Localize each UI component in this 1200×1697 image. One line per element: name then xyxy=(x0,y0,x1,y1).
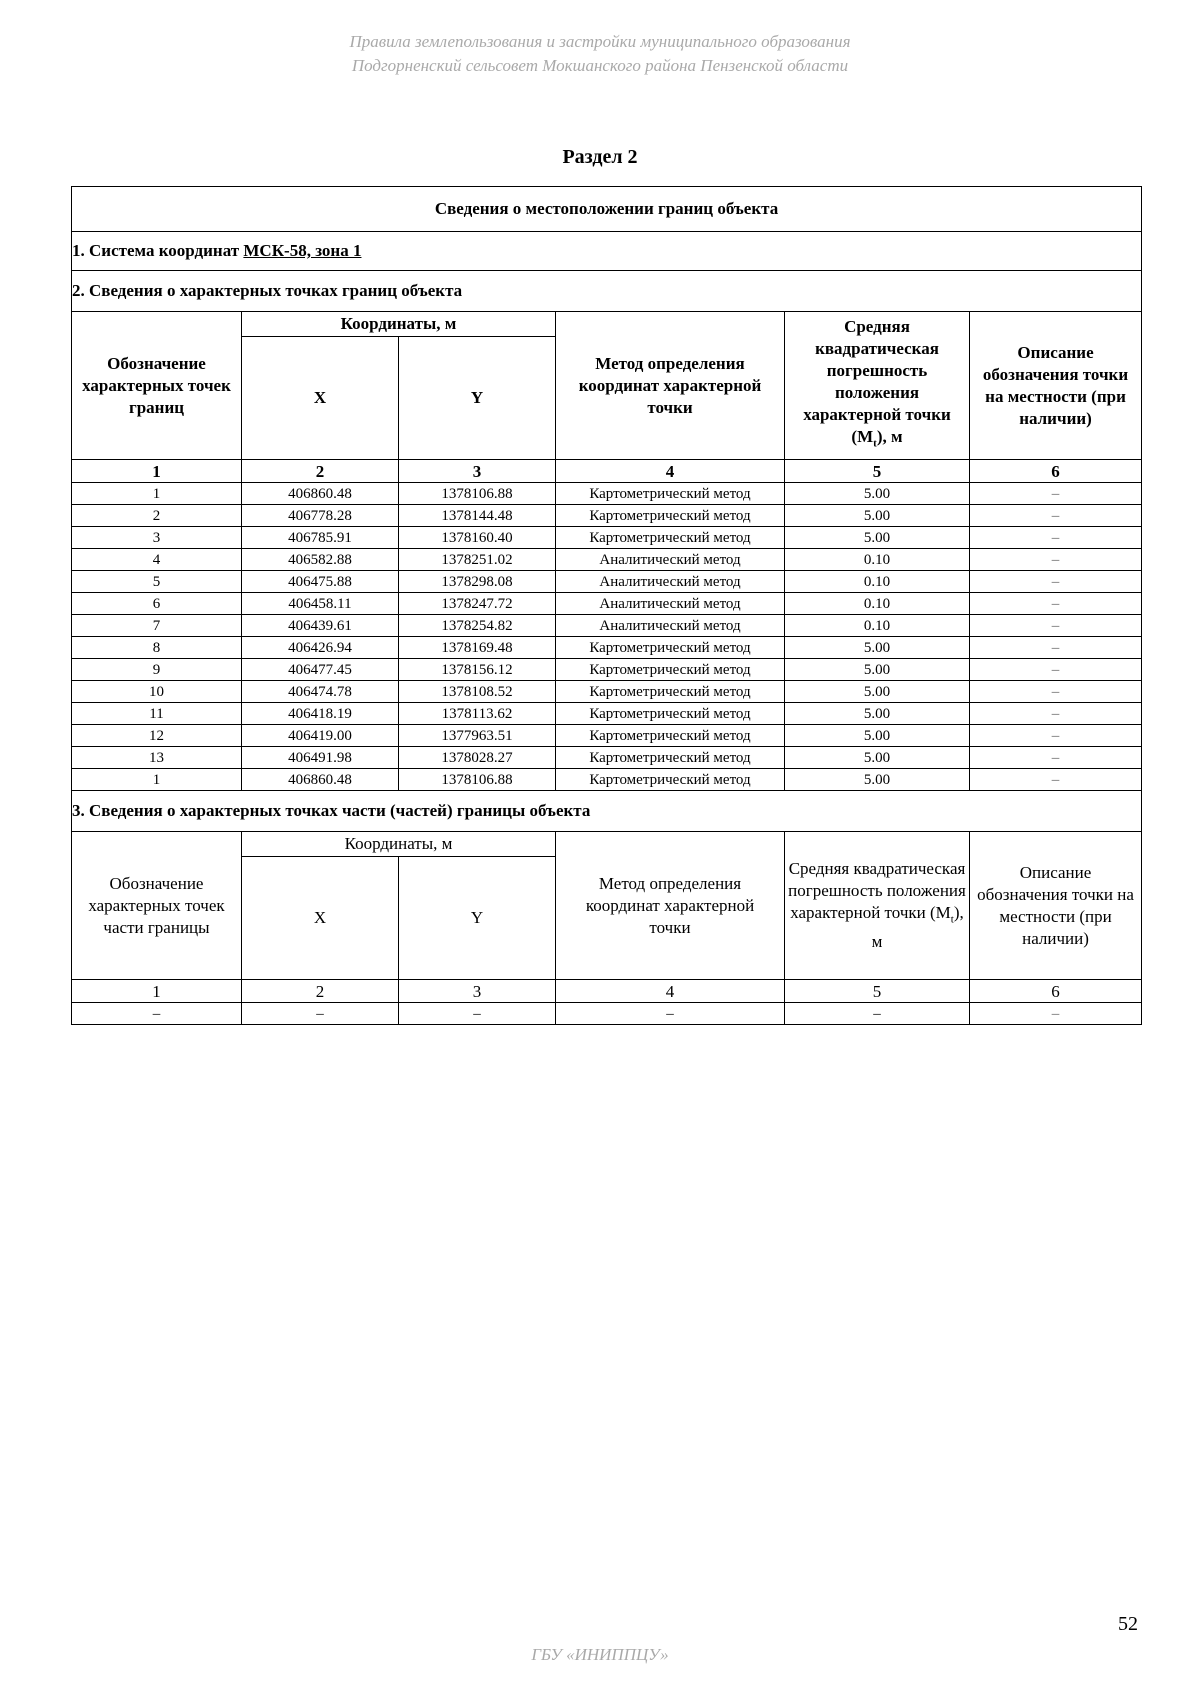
x-coordinate-cell: 406439.61 xyxy=(242,615,399,637)
x-coordinate-cell: 406426.94 xyxy=(242,637,399,659)
error-cell: 0.10 xyxy=(785,549,970,571)
error-cell: 5.00 xyxy=(785,703,970,725)
y-coordinate-cell: 1378169.48 xyxy=(399,637,556,659)
error-cell: 5.00 xyxy=(785,725,970,747)
table-row xyxy=(72,659,1142,681)
method-cell: Картометрический метод xyxy=(556,769,785,791)
method-cell: Аналитический метод xyxy=(556,593,785,615)
description-cell: – xyxy=(970,549,1142,571)
running-header-line-1: Правила землепользования и застройки муниципального образования xyxy=(349,32,851,51)
x-coordinate-cell: 406418.19 xyxy=(242,703,399,725)
table-row xyxy=(72,769,1142,791)
description-cell: – xyxy=(970,1003,1142,1025)
point-number-cell: 10 xyxy=(72,681,242,703)
column-number: 2 xyxy=(242,460,399,483)
boundary-points-title: 2. Сведения о характерных точках границ объекта xyxy=(72,271,1142,312)
y-coordinate-cell: 1378247.72 xyxy=(399,593,556,615)
error-cell: 5.00 xyxy=(785,659,970,681)
part-header-coordinates: Координаты, м xyxy=(242,832,556,857)
part-header-error-sub: t xyxy=(950,913,954,926)
y-coordinate-cell: 1377963.51 xyxy=(399,725,556,747)
column-number: 6 xyxy=(970,980,1142,1003)
point-number-cell: 8 xyxy=(72,637,242,659)
x-coordinate-cell: 406785.91 xyxy=(242,527,399,549)
x-coordinate-cell: 406458.11 xyxy=(242,593,399,615)
table-row xyxy=(72,571,1142,593)
y-coordinate-cell: 1378298.08 xyxy=(399,571,556,593)
point-number-cell: 12 xyxy=(72,725,242,747)
running-header-line-2: Подгорненский сельсовет Мокшанского района Пензенской области xyxy=(351,56,849,75)
x-coordinate-cell: 406475.88 xyxy=(242,571,399,593)
part-header-error-tail: ), м xyxy=(871,903,964,951)
point-number-cell: 3 xyxy=(72,527,242,549)
method-cell: Картометрический метод xyxy=(556,703,785,725)
coord-system-label: 1. Система координат xyxy=(72,241,244,260)
header-description: Описание обозначения точки на местности (при наличии) xyxy=(970,312,1142,460)
page-number: 52 xyxy=(1118,1613,1138,1635)
coord-system-cell xyxy=(72,232,1142,271)
method-cell: Картометрический метод xyxy=(556,659,785,681)
description-cell: – xyxy=(970,593,1142,615)
y-coordinate-cell: 1378251.02 xyxy=(399,549,556,571)
boundary-table xyxy=(71,186,1142,1025)
method-cell: Картометрический метод xyxy=(556,637,785,659)
table-row xyxy=(72,593,1142,615)
header-error xyxy=(785,312,970,460)
part-header-x: X xyxy=(242,857,399,980)
x-coordinate-cell: 406474.78 xyxy=(242,681,399,703)
boundary-header-row xyxy=(72,312,1142,337)
y-coordinate-cell: 1378106.88 xyxy=(399,483,556,505)
error-cell: 5.00 xyxy=(785,483,970,505)
x-coordinate-cell: 406477.45 xyxy=(242,659,399,681)
error-cell: 5.00 xyxy=(785,637,970,659)
table-row xyxy=(72,637,1142,659)
table-row xyxy=(72,615,1142,637)
column-number: 5 xyxy=(785,980,970,1003)
x-coordinate-cell: 406491.98 xyxy=(242,747,399,769)
description-cell: – xyxy=(970,571,1142,593)
y-coordinate-cell: 1378254.82 xyxy=(399,615,556,637)
description-cell: – xyxy=(970,747,1142,769)
column-number: 4 xyxy=(556,460,785,483)
error-cell: 0.10 xyxy=(785,593,970,615)
description-cell: – xyxy=(970,527,1142,549)
y-coordinate-cell: 1378028.27 xyxy=(399,747,556,769)
x-coordinate-cell: 406778.28 xyxy=(242,505,399,527)
y-coordinate-cell: 1378144.48 xyxy=(399,505,556,527)
table-row xyxy=(72,703,1142,725)
point-number-cell: 2 xyxy=(72,505,242,527)
boundary-table-body xyxy=(72,187,1142,1025)
column-number: 3 xyxy=(399,460,556,483)
x-coordinate-cell: 406860.48 xyxy=(242,483,399,505)
point-number-cell: 11 xyxy=(72,703,242,725)
y-coordinate-cell: 1378108.52 xyxy=(399,681,556,703)
table-caption: Сведения о местоположении границ объекта xyxy=(72,187,1142,232)
part-points-title-row xyxy=(72,791,1142,832)
point-number-cell: 6 xyxy=(72,593,242,615)
point-number-cell: 1 xyxy=(72,769,242,791)
method-cell: – xyxy=(556,1003,785,1025)
description-cell: – xyxy=(970,637,1142,659)
column-number: 4 xyxy=(556,980,785,1003)
part-header-error-text: Средняя квадратическая погрешность положения характерной точки (M xyxy=(788,859,966,923)
header-coordinates: Координаты, м xyxy=(242,312,556,337)
description-cell: – xyxy=(970,505,1142,527)
header-x: X xyxy=(242,337,399,460)
y-coordinate-cell: 1378160.40 xyxy=(399,527,556,549)
part-table-row xyxy=(72,1003,1142,1025)
method-cell: Картометрический метод xyxy=(556,747,785,769)
description-cell: – xyxy=(970,615,1142,637)
y-coordinate-cell: 1378113.62 xyxy=(399,703,556,725)
description-cell: – xyxy=(970,681,1142,703)
method-cell: Аналитический метод xyxy=(556,549,785,571)
point-number-cell: 5 xyxy=(72,571,242,593)
table-row xyxy=(72,549,1142,571)
y-coordinate-cell: 1378156.12 xyxy=(399,659,556,681)
method-cell: Картометрический метод xyxy=(556,505,785,527)
description-cell: – xyxy=(970,483,1142,505)
point-number-cell: 13 xyxy=(72,747,242,769)
running-header xyxy=(0,30,1200,78)
x-coordinate-cell: 406419.00 xyxy=(242,725,399,747)
column-number: 1 xyxy=(72,460,242,483)
table-row xyxy=(72,681,1142,703)
point-number-cell: 7 xyxy=(72,615,242,637)
column-number: 1 xyxy=(72,980,242,1003)
description-cell: – xyxy=(970,769,1142,791)
method-cell: Картометрический метод xyxy=(556,483,785,505)
header-method: Метод определения координат характерной точки xyxy=(556,312,785,460)
part-header-point-label: Обозначение характерных точек части границы xyxy=(72,832,242,980)
x-coordinate-cell: 406860.48 xyxy=(242,769,399,791)
coord-system-row xyxy=(72,232,1142,271)
part-header-y: Y xyxy=(399,857,556,980)
table-row xyxy=(72,483,1142,505)
description-cell: – xyxy=(970,703,1142,725)
section-title: Раздел 2 xyxy=(562,146,638,168)
method-cell: Аналитический метод xyxy=(556,571,785,593)
method-cell: Картометрический метод xyxy=(556,681,785,703)
point-number-cell: – xyxy=(72,1003,242,1025)
header-error-tail: ), м xyxy=(876,427,903,447)
boundary-points-title-row xyxy=(72,271,1142,312)
error-cell: 5.00 xyxy=(785,505,970,527)
description-cell: – xyxy=(970,725,1142,747)
header-error-sub: t xyxy=(873,437,877,450)
error-cell: 0.10 xyxy=(785,571,970,593)
error-cell: 5.00 xyxy=(785,527,970,549)
table-row xyxy=(72,505,1142,527)
error-cell: 0.10 xyxy=(785,615,970,637)
part-header-error xyxy=(785,832,970,980)
error-cell: 5.00 xyxy=(785,681,970,703)
column-number: 2 xyxy=(242,980,399,1003)
part-header-method: Метод определения координат характерной точки xyxy=(556,832,785,980)
part-points-title: 3. Сведения о характерных точках части (частей) границы объекта xyxy=(72,791,1142,832)
x-coordinate-cell: 406582.88 xyxy=(242,549,399,571)
part-header-row xyxy=(72,832,1142,857)
error-cell: 5.00 xyxy=(785,769,970,791)
part-header-description: Описание обозначения точки на местности (при наличии) xyxy=(970,832,1142,980)
x-coordinate-cell: – xyxy=(242,1003,399,1025)
y-coordinate-cell: – xyxy=(399,1003,556,1025)
method-cell: Картометрический метод xyxy=(556,527,785,549)
table-row xyxy=(72,747,1142,769)
point-number-cell: 4 xyxy=(72,549,242,571)
column-number: 5 xyxy=(785,460,970,483)
table-caption-row xyxy=(72,187,1142,232)
boundary-column-numbers-row xyxy=(72,460,1142,483)
column-number: 3 xyxy=(399,980,556,1003)
table-row xyxy=(72,527,1142,549)
point-number-cell: 9 xyxy=(72,659,242,681)
point-number-cell: 1 xyxy=(72,483,242,505)
part-column-numbers-row xyxy=(72,980,1142,1003)
column-number: 6 xyxy=(970,460,1142,483)
header-error-text: Средняя квадратическая погрешность положения характерной точки (M xyxy=(803,317,951,447)
method-cell: Аналитический метод xyxy=(556,615,785,637)
method-cell: Картометрический метод xyxy=(556,725,785,747)
y-coordinate-cell: 1378106.88 xyxy=(399,769,556,791)
table-row xyxy=(72,725,1142,747)
header-y: Y xyxy=(399,337,556,460)
footer: ГБУ «ИНИППЦУ» xyxy=(531,1645,669,1664)
coord-system-value: МСК-58, зона 1 xyxy=(243,241,362,260)
header-point-label: Обозначение характерных точек границ xyxy=(72,312,242,460)
error-cell: 5.00 xyxy=(785,747,970,769)
error-cell: – xyxy=(785,1003,970,1025)
description-cell: – xyxy=(970,659,1142,681)
